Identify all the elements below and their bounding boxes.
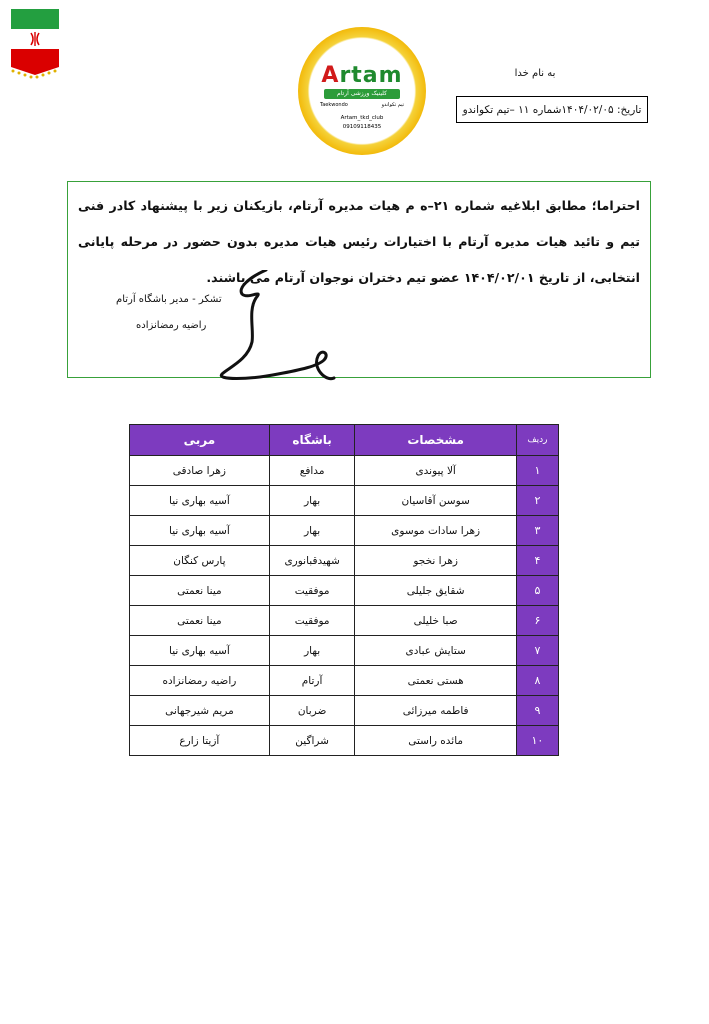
table-row: [130, 636, 559, 666]
cell-idx: ۱: [516, 456, 558, 486]
cell-club: ضربان: [269, 696, 355, 726]
logo-phone: 09109118435: [342, 124, 382, 130]
signature-image: [208, 270, 368, 385]
cell-name: ستایش عبادی: [355, 636, 516, 666]
cell-idx: ۵: [516, 576, 558, 606]
cell-club: آرتام: [269, 666, 355, 696]
table-row: [130, 696, 559, 726]
logo-subtitle: کلینیک ورزشی آرتام: [324, 89, 400, 99]
header-idx: ردیف: [516, 425, 558, 456]
club-logo: [298, 27, 426, 155]
cell-idx: ۳: [516, 516, 558, 546]
cell-idx: ۲: [516, 486, 558, 516]
cell-club: موفقیت: [269, 606, 355, 636]
letter-body: احتراما؛ مطابق ابلاغیه شماره ۲۱–ه م هیات مدیره آرتام، بازیکنان زیر با پیشنهاد کادر فنی تیم و تائید هیات مدیره آرتام با اختیارات رئیس هیات مدیره بدون حضور در مرحله پایانی انتخابی، از تاریخ ۱۴۰۴/۰۲/۰۱ عضو تیم دختران نوجوان آرتام می باشند.: [78, 198, 641, 285]
cell-coach: زهرا صادقی: [130, 456, 270, 486]
cell-club: بهار: [269, 516, 355, 546]
cell-name: زهرا سادات موسوی: [355, 516, 516, 546]
table-row: [130, 546, 559, 576]
logo-brand: Artam: [321, 63, 403, 88]
signer-title: تشکر - مدیر باشگاه آرتام: [116, 294, 222, 305]
table-row: [130, 606, 559, 636]
cell-idx: ۷: [516, 636, 558, 666]
cell-name: شقایق جلیلی: [355, 576, 516, 606]
cell-idx: ۹: [516, 696, 558, 726]
table-row: [130, 516, 559, 546]
cell-idx: ۶: [516, 606, 558, 636]
cell-idx: ۸: [516, 666, 558, 696]
cell-club: موفقیت: [269, 576, 355, 606]
cell-coach: مینا نعمتی: [130, 606, 270, 636]
cell-idx: ۱۰: [516, 726, 558, 756]
cell-club: بهار: [269, 486, 355, 516]
cell-coach: آسیه بهاری نیا: [130, 486, 270, 516]
cell-name: سوسن آقاسیان: [355, 486, 516, 516]
cell-idx: ۴: [516, 546, 558, 576]
cell-club: شراگین: [269, 726, 355, 756]
table-header-row: [130, 425, 559, 456]
header-name: مشخصات: [355, 425, 516, 456]
cell-coach: مریم شیرجهانی: [130, 696, 270, 726]
cell-name: هستی نعمتی: [355, 666, 516, 696]
cell-coach: راضیه رمضانزاده: [130, 666, 270, 696]
logo-line: Taekwondo تیم تکواندو: [320, 102, 404, 108]
cell-name: آلا پیوندی: [355, 456, 516, 486]
date-reference-box: تاریخ: ۱۴۰۴/۰۲/۰۵شماره ۱۱ –تیم تکواندو: [456, 96, 648, 123]
cell-name: زهرا نخجو: [355, 546, 516, 576]
table-row: [130, 726, 559, 756]
cell-coach: آسیه بهاری نیا: [130, 516, 270, 546]
signer-name: راضیه رمضانزاده: [136, 320, 207, 331]
cell-name: مائده راستی: [355, 726, 516, 756]
table-row: [130, 456, 559, 486]
table-row: [130, 576, 559, 606]
header-club: باشگاه: [269, 425, 355, 456]
flag-icon: [9, 9, 61, 81]
logo-instagram: Artam_tkd_club: [340, 115, 384, 121]
cell-coach: آسیه بهاری نیا: [130, 636, 270, 666]
cell-club: بهار: [269, 636, 355, 666]
cell-coach: آزیتا زارع: [130, 726, 270, 756]
basmala-line: به نام خدا: [514, 68, 556, 79]
cell-coach: مینا نعمتی: [130, 576, 270, 606]
cell-name: صبا خلیلی: [355, 606, 516, 636]
table-row: [130, 486, 559, 516]
table-row: [130, 666, 559, 696]
cell-name: فاطمه میرزائی: [355, 696, 516, 726]
cell-coach: پارس کنگان: [130, 546, 270, 576]
roster-table: [129, 424, 559, 756]
letter-box: [67, 181, 651, 378]
header-coach: مربی: [130, 425, 270, 456]
cell-club: مدافع: [269, 456, 355, 486]
cell-club: شهیدقبانوری: [269, 546, 355, 576]
